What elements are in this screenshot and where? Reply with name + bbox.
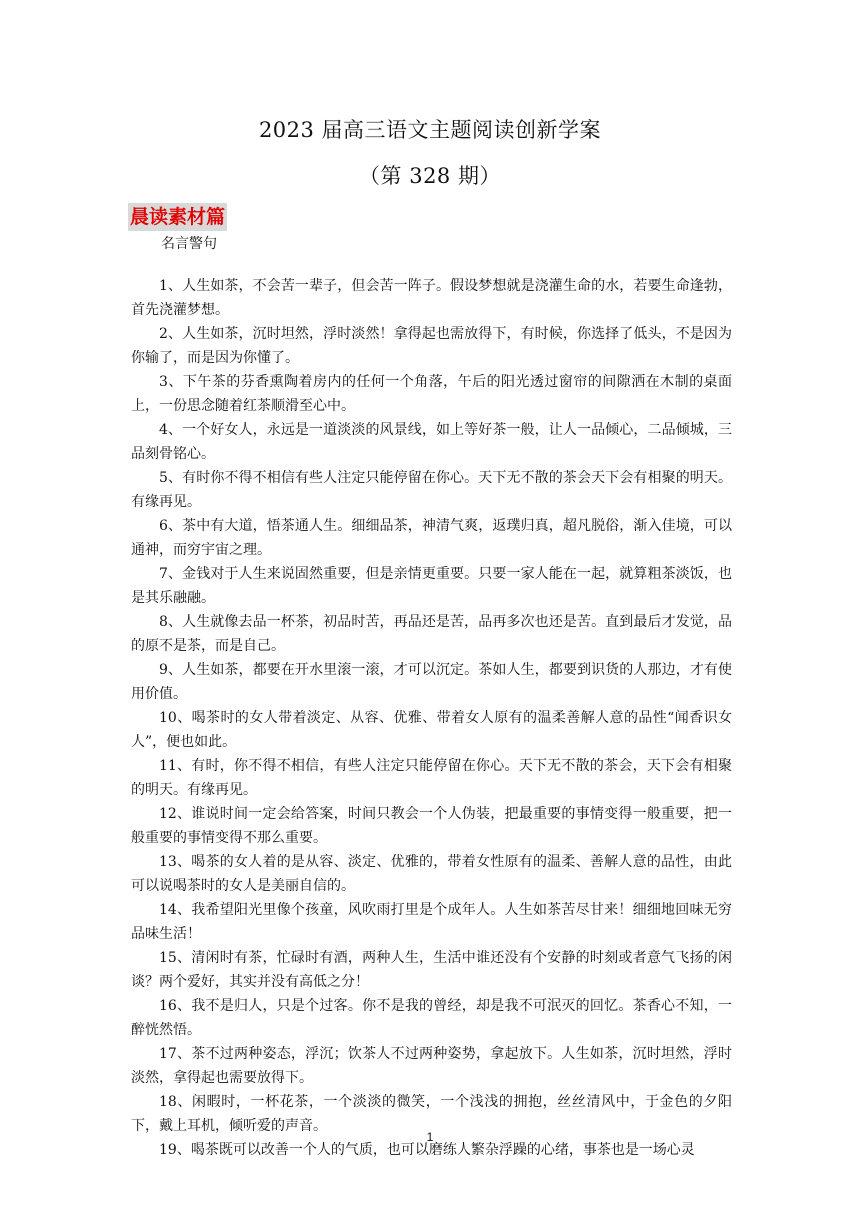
quote-paragraph: 3、下午茶的芬香熏陶着房内的任何一个角落，午后的阳光透过窗帘的间隙洒在木制的桌面上，一份思念随着红茶顺滑至心中。 [131,374,732,414]
quote-paragraph: 2、人生如茶，沉时坦然，浮时淡然！拿得起也需放得下，有时候，你选择了低头，不是因为你输了，而是因为你懂了。 [131,326,732,366]
quote-paragraph: 4、一个好女人，永远是一道淡淡的风景线，如上等好茶一般，让人一品倾心，二品倾城，三品刻骨铭心。 [131,422,732,462]
quote-paragraph: 12、谁说时间一定会给答案，时间只教会一个人伪装，把最重要的事情变得一般重要，把一般重要的事情变得不那么重要。 [131,806,732,846]
quote-paragraph: 13、喝茶的女人着的是从容、淡定、优雅的，带着女性原有的温柔、善解人意的品性，由此可以说喝茶时的女人是美丽自信的。 [131,854,732,894]
quote-paragraph: 16、我不是归人，只是个过客。你不是我的曾经，却是我不可泯灭的回忆。茶香心不知，一醉恍然悟。 [131,998,732,1038]
quote-paragraph: 10、喝茶时的女人带着淡定、从容、优雅、带着女人原有的温柔善解人意的品性“闻香识女人”，便也如此。 [131,710,732,750]
quote-paragraph: 6、茶中有大道，悟茶通人生。细细品茶，神清气爽，返璞归真，超凡脱俗，渐入佳境，可以通神，而穷宇宙之理。 [131,518,732,558]
section-heading: 晨读素材篇 [128,203,227,231]
quote-paragraph: 19、喝茶既可以改善一个人的气质，也可以磨练人繁杂浮躁的心绪，事茶也是一场心灵 [159,1142,695,1158]
quotes-list [131,274,732,1162]
subheading: 名言警句 [161,236,217,252]
quote-paragraph: 17、茶不过两种姿态，浮沉；饮茶人不过两种姿势，拿起放下。人生如茶，沉时坦然，浮时淡然，拿得起也需要放得下。 [131,1046,732,1086]
quote-paragraph: 9、人生如茶，都要在开水里滚一滚，才可以沉定。茶如人生，都要到识货的人那边，才有使用价值。 [131,662,732,702]
quote-paragraph: 14、我希望阳光里像个孩童，风吹雨打里是个成年人。人生如茶苦尽甘来！细细地回味无穷品味生活！ [131,902,732,942]
quote-paragraph: 15、清闲时有茶，忙碌时有酒，两种人生，生活中谁还没有个安静的时刻或者意气飞扬的闲谈？两个爱好，其实并没有高低之分！ [131,950,732,990]
quote-paragraph: 5、有时你不得不相信有些人注定只能停留在你心。天下无不散的茶会天下会有相聚的明天。有缘再见。 [131,470,732,510]
quote-paragraph: 18、闲暇时，一杯花茶，一个淡淡的微笑，一个浅浅的拥抱，丝丝清风中，于金色的夕阳下，戴上耳机，倾听爱的声音。 [131,1094,732,1134]
quote-paragraph: 11、有时，你不得不相信，有些人注定只能停留在你心。天下无不散的茶会，天下会有相聚的明天。有缘再见。 [131,758,732,798]
document-title: 2023 届高三语文主题阅读创新学案 [258,118,602,142]
page-number: 1 [426,1130,434,1144]
issue-number: （第 328 期） [359,164,501,188]
quote-paragraph: 7、金钱对于人生来说固然重要，但是亲情更重要。只要一家人能在一起，就算粗茶淡饭，也是其乐融融。 [131,566,732,606]
quote-paragraph: 8、人生就像去品一杯茶，初品时苦，再品还是苦，品再多次也还是苦。直到最后才发觉，品的原不是茶，而是自己。 [131,614,732,654]
quote-paragraph: 1、人生如茶，不会苦一辈子，但会苦一阵子。假设梦想就是浇灌生命的水，若要生命逢勃，首先浇灌梦想。 [131,278,732,318]
